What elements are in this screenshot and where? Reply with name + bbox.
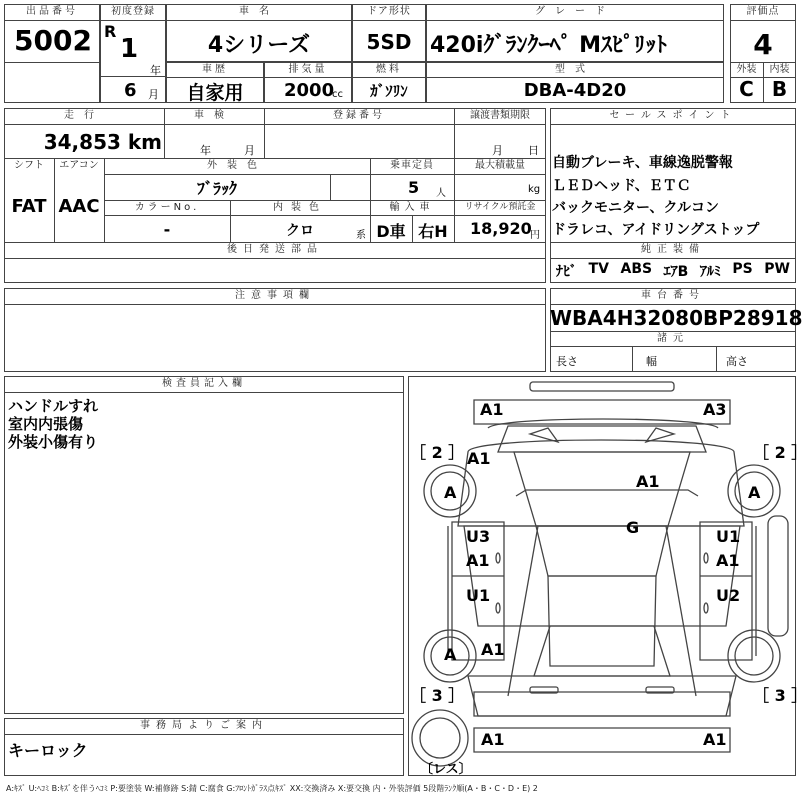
fuel-label: 燃料	[376, 64, 402, 75]
score-label: 評価点	[746, 6, 780, 17]
color: ﾌﾞﾗｯｸ	[196, 179, 237, 198]
damage-roof: G	[626, 518, 640, 537]
front-grille	[498, 426, 706, 452]
bracket-2-left: ［ 2 ］	[410, 443, 465, 462]
dims-label: 諸元	[657, 333, 689, 344]
transfer-day: 日	[528, 144, 539, 157]
year-unit: 年	[150, 64, 161, 77]
rear-bumper	[474, 728, 730, 752]
sales-point: 自動ブレーキ、車線逸脱警報	[552, 155, 733, 171]
sales-point: バックモニター、クルコン	[552, 200, 720, 216]
exterior-score: C	[739, 77, 754, 101]
chassis-label: 車台番号	[641, 290, 705, 301]
damage-door-rr: U2	[716, 586, 741, 605]
recycle-unit: 円	[530, 230, 540, 241]
handle-fl	[496, 553, 500, 563]
spare-label: 〔レス〕	[420, 762, 472, 777]
damage-wheel-rl: A	[444, 645, 457, 664]
windshield	[536, 526, 668, 576]
bracket-3-right: ［ 3 ］	[753, 686, 807, 705]
history-label: 車歴	[202, 64, 228, 75]
rear-bumper-outline	[474, 692, 730, 716]
inspector-note: ハンドルすれ	[8, 397, 99, 415]
recycle-label: リサイクル預託金	[464, 202, 536, 212]
colorno: -	[163, 220, 171, 239]
inspector-note: 室内内張傷	[8, 415, 84, 433]
damage-front-left: A1	[480, 400, 504, 419]
grade-label: グレード	[535, 6, 615, 17]
equip-label: 純正装備	[641, 244, 705, 255]
sales-point: ＬＥＤヘッド、ＥＴＣ	[552, 178, 691, 194]
hood-outline	[458, 440, 744, 526]
roof-outline	[548, 576, 656, 666]
capacity-label: 乗車定員	[390, 160, 434, 171]
damage-door-fr-1: U1	[716, 527, 741, 546]
import-type: D車	[376, 222, 406, 241]
damage-door-fl-2: A1	[466, 551, 490, 570]
shift-label: シフト	[14, 160, 44, 171]
model: DBA-4D20	[523, 80, 627, 101]
capacity-unit: 人	[436, 188, 446, 199]
equip-tv: TV	[588, 261, 609, 277]
hood	[514, 452, 690, 526]
car-name: 4シリーズ	[207, 33, 311, 58]
spare-wheel-inner	[420, 718, 460, 758]
lot-number: 5002	[14, 24, 92, 57]
first-reg-label: 初度登録	[111, 6, 155, 17]
office-label: 事務局よりご案内	[140, 720, 268, 731]
equip-nav: ﾅﾋﾞ	[556, 264, 577, 280]
fuel: ｶﾞｿﾘﾝ	[370, 82, 408, 100]
legend: A:ｷｽﾞ U:ﾍｺﾐ B:ｷｽﾞを伴うﾍｺﾐ P:要塗装 W:補修跡 S:錆 C:腐食 G:ﾌﾛﾝﾄｶﾞﾗｽ点ｷｽﾞ XX:交換済み X:要交換 内・外装評価 5段階ﾗﾝｸ順(A・B・C・D・E) 2	[6, 784, 538, 793]
sales-box	[550, 108, 796, 283]
caution-label: 注意事項欄	[235, 290, 315, 301]
inspector-label: 検査員記入欄	[162, 378, 246, 389]
equip-abs: ABS	[620, 261, 653, 277]
displacement-label: 排気量	[288, 64, 328, 75]
front-bumper-lip	[530, 382, 674, 391]
later-label: 後日発送部品	[227, 244, 323, 255]
equip-pw: PW	[764, 261, 790, 277]
length-label: 長さ	[556, 355, 578, 368]
cowl	[516, 490, 698, 496]
month-unit: 月	[148, 88, 159, 101]
damage-hood: A1	[636, 472, 660, 491]
inspection-month: 月	[244, 144, 255, 157]
wheel-rr-outer	[728, 630, 780, 682]
exterior-label: 外装	[736, 64, 757, 75]
handle-fr	[704, 553, 708, 563]
handle-rr	[704, 603, 708, 613]
damage-fender-left: A1	[467, 449, 491, 468]
damage-wheel-fr: A	[748, 483, 761, 502]
bracket-3-left: ［ 3 ］	[410, 686, 465, 705]
year-number: 1	[120, 34, 139, 64]
equip-ps: PS	[732, 261, 753, 277]
office-note: キーロック	[8, 741, 88, 760]
color-label: 外装色	[207, 160, 267, 171]
history: 自家用	[186, 82, 244, 104]
mileage: 34,853 km	[43, 130, 162, 154]
transfer-month: 月	[492, 144, 503, 157]
inspection-year: 年	[200, 144, 211, 157]
displacement-unit: cc	[332, 89, 343, 100]
rear-window	[534, 626, 670, 676]
steering: 右H	[418, 222, 448, 241]
damage-front-right: A3	[703, 400, 727, 419]
interior-color: クロ	[286, 223, 314, 239]
mileage-label: 走行	[64, 110, 104, 121]
import-label: 輸入車	[389, 202, 435, 213]
reg-label: 登録番号	[333, 110, 385, 121]
equip-alloy: ｱﾙﾐ	[699, 264, 721, 280]
interior-label: 内装	[769, 64, 790, 75]
width-label: 幅	[646, 355, 657, 368]
damage-rear-right: A1	[703, 730, 727, 749]
headlight-left	[530, 428, 558, 442]
month-number: 6	[124, 80, 137, 101]
damage-quarter-left: A1	[481, 640, 505, 659]
maxload-unit: kg	[528, 184, 541, 195]
inspector-note: 外装小傷有り	[8, 433, 99, 451]
damage-door-fl-1: U3	[466, 527, 491, 546]
chassis-number: WBA4H32080BP28918	[550, 306, 803, 330]
recycle: 18,920	[470, 219, 532, 238]
score: 4	[753, 28, 773, 61]
equipment-row	[556, 261, 796, 281]
era: R	[104, 22, 117, 41]
interior-score: B	[771, 77, 788, 101]
wheel-rr-inner	[735, 637, 773, 675]
lot-label: 出品番号	[26, 6, 78, 17]
displacement: 2000	[284, 80, 335, 101]
door-type: 5SD	[366, 30, 412, 54]
interior-color-label: 内装色	[273, 202, 327, 213]
interior-color-unit: 系	[356, 230, 366, 241]
damage-wheel-fl: A	[444, 483, 457, 502]
equip-airbag: ｴｱB	[663, 264, 689, 280]
car-name-label: 車名	[239, 6, 279, 17]
inspection-label: 車検	[194, 110, 234, 121]
ac-label: エアコン	[59, 160, 99, 171]
side-skirts	[448, 526, 756, 656]
height-label: 高さ	[726, 355, 748, 368]
grade: 420iｸﾞﾗﾝｸｰﾍﾟ Mｽﾋﾟﾘｯﾄ	[430, 33, 668, 58]
sales-label: セールスポイント	[609, 110, 737, 121]
handle-rl	[496, 603, 500, 613]
headlight-right	[646, 428, 674, 442]
right-mirror	[768, 516, 788, 636]
damage-door-fr-2: A1	[716, 551, 740, 570]
sales-point: ドラレコ、アイドリングストップ	[552, 222, 760, 238]
bracket-2-right: ［ 2 ］	[753, 443, 807, 462]
car-diagram	[408, 376, 796, 776]
damage-rear-left: A1	[481, 730, 505, 749]
damage-door-rl: U1	[466, 586, 491, 605]
front-bumper	[474, 400, 730, 424]
capacity: 5	[408, 178, 420, 197]
transfer-label: 譲渡書類期限	[470, 110, 530, 121]
colorno-label: カラーNo.	[134, 202, 200, 213]
shift: FAT	[11, 196, 47, 217]
maxload-label: 最大積載量	[475, 160, 525, 171]
door-label: ドア形状	[367, 6, 411, 17]
model-label: 型式	[555, 64, 595, 75]
ac: AAC	[58, 196, 100, 217]
